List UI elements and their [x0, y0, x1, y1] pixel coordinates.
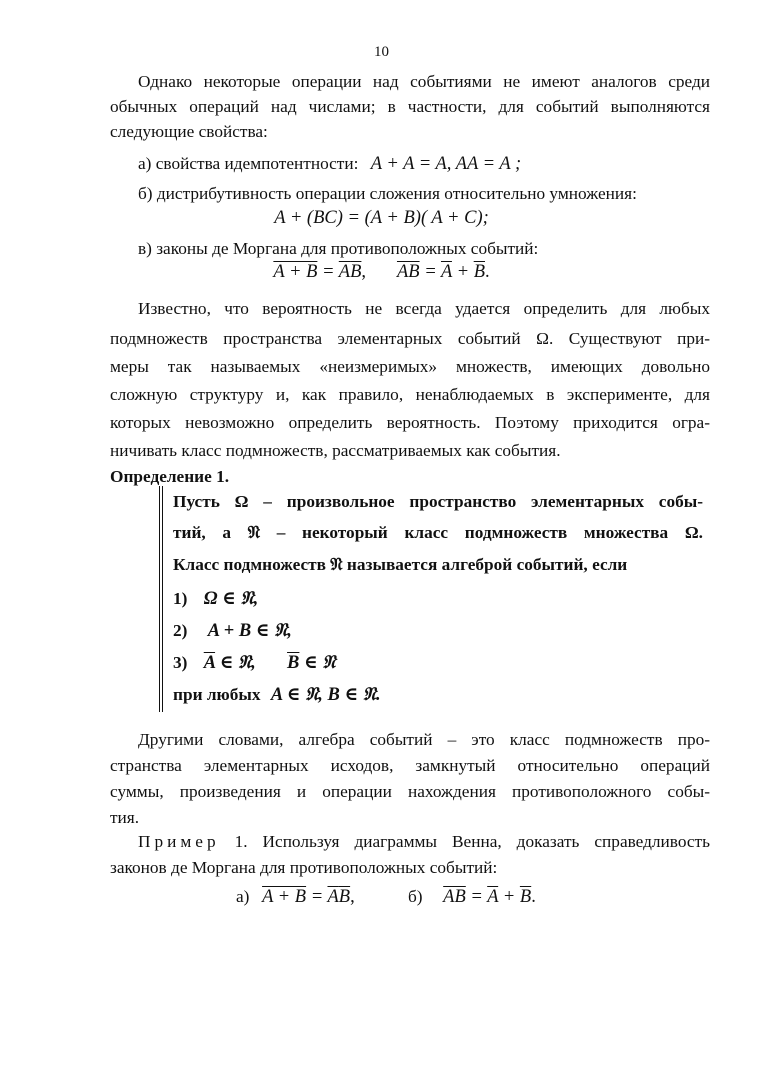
formula-term: $\overline{A}$ — [487, 887, 499, 907]
item-number: 3) — [173, 653, 188, 672]
measurability-paragraph — [110, 295, 710, 465]
text-line: сложную структуру и, как правило, ненаблюдаемых в эксперименте, для — [110, 385, 710, 404]
property-a — [138, 151, 521, 177]
formula-end: . — [531, 887, 536, 907]
text-line: которых невозможно определить вероятность. Поэтому приходится огра- — [110, 413, 710, 432]
definition-line: тий, а 𝔑 – некоторый класс подмножеств множества Ω. — [173, 523, 703, 542]
algebra-paragraph — [110, 727, 710, 831]
text-line: меры так называемых «неизмеримых» множеств, имеющих довольно — [110, 357, 710, 376]
example-paragraph — [110, 829, 710, 881]
item-formula — [204, 653, 336, 673]
text-line — [110, 829, 710, 855]
property-c — [138, 236, 538, 261]
example-formulas — [236, 884, 536, 910]
formula-end: , — [350, 887, 355, 907]
formula-term: $\overline{A}$ — [327, 887, 339, 907]
formula-term: $\overline{B}$ — [338, 887, 351, 907]
property-a-text: а) свойства идемпотентности: — [138, 154, 359, 173]
property-b-text: б) дистрибутивность операции сложения относительно умножения: — [138, 184, 637, 203]
equals-sign: = — [322, 262, 339, 282]
definition-item-3 — [173, 652, 336, 674]
formula-term: A + B — [262, 887, 307, 907]
formula-a: $A + B = \overline{A}\overline{B}$, — [262, 887, 355, 907]
equals-sign: = — [424, 262, 441, 282]
formula-term: $\overline{B}$ — [350, 262, 362, 282]
item-formula: Ω ∈ 𝔑, — [203, 589, 259, 609]
formula-term: A + B — [273, 262, 318, 282]
page-number: 10 — [374, 44, 389, 60]
item-number: 2) — [173, 621, 188, 640]
formula-term: $\overline{B}$ — [287, 653, 300, 673]
formula-separator: , — [361, 262, 367, 282]
idempotence-formula: A + A = A, AA = A ; — [370, 154, 522, 174]
definition-double-bar — [159, 486, 163, 712]
formula-term: $\overline{AB}$ — [396, 262, 420, 282]
definition-line: Пусть Ω – произвольное пространство элементарных собы- — [173, 492, 703, 511]
distributivity-formula: A + (BC) = (A + B)( A + C); — [274, 208, 489, 228]
definition-title: Определение 1. — [110, 467, 230, 486]
formula-term: $\overline{B}$ — [519, 887, 532, 907]
intro-paragraph — [110, 69, 710, 144]
text-line: странства элементарных исходов, замкнутый относительно операций — [110, 756, 710, 775]
formula-term: $\overline{B}$ — [473, 262, 485, 282]
item-formula: A + B ∈ 𝔑, — [207, 621, 292, 641]
example-label: Пример — [138, 832, 220, 851]
definition-item-1 — [173, 588, 258, 610]
formula-part: ∈ 𝔑 — [299, 653, 336, 673]
item-number: 1) — [173, 589, 188, 608]
closing-formula: A ∈ 𝔑, B ∈ 𝔑. — [270, 685, 381, 705]
formula-term: $\overline{A}$ — [338, 262, 351, 282]
definition-item-2 — [173, 620, 292, 642]
text-line: Известно, что вероятность не всегда удается определить для любых — [138, 299, 710, 318]
plus-sign: + — [456, 262, 470, 282]
formula-term: $\overline{A}$ — [440, 262, 452, 282]
formula-part: ∈ 𝔑, — [215, 653, 256, 673]
text-line: следующие свойства: — [110, 122, 268, 141]
text-line: Другими словами, алгебра событий – это класс подмножеств про- — [138, 730, 710, 749]
text-line: ничивать класс подмножеств, рассматриваемых как события. — [110, 441, 561, 460]
definition-closing — [173, 684, 381, 706]
text-line: законов де Моргана для противоположных событий: — [110, 858, 498, 877]
example-line-rest: 1. Используя диаграммы Венна, доказать справедливость — [219, 832, 710, 851]
formula-label-a: а) — [236, 887, 250, 906]
formula-b: $\overline{AB} = \overline{A} + \overline{B}$. — [443, 887, 536, 907]
plus-sign: + — [502, 887, 516, 907]
property-c-text: в) законы де Моргана для противоположных событий: — [138, 239, 539, 258]
definition-line: Класс подмножеств 𝔑 называется алгеброй событий, если — [173, 555, 628, 574]
closing-prefix: при любых — [173, 685, 261, 704]
text-line: обычных операций над числами; в частности, для событий выполняются — [110, 97, 710, 116]
text-line: подмножеств пространства элементарных событий Ω. Существуют при- — [110, 329, 710, 348]
property-b — [138, 181, 637, 206]
formula-term: $\overline{A}$ — [203, 653, 216, 673]
text-line: суммы, произведения и операции нахождения противоположного собы- — [110, 782, 710, 801]
formula-term: $\overline{AB}$ — [443, 887, 466, 907]
demorgan-formula — [0, 262, 763, 283]
formula-label-b: б) — [407, 887, 423, 906]
text-line: тия. — [110, 808, 140, 827]
text-line: Однако некоторые операции над событиями не имеют аналогов среди — [138, 72, 710, 91]
formula-end: . — [485, 262, 490, 282]
